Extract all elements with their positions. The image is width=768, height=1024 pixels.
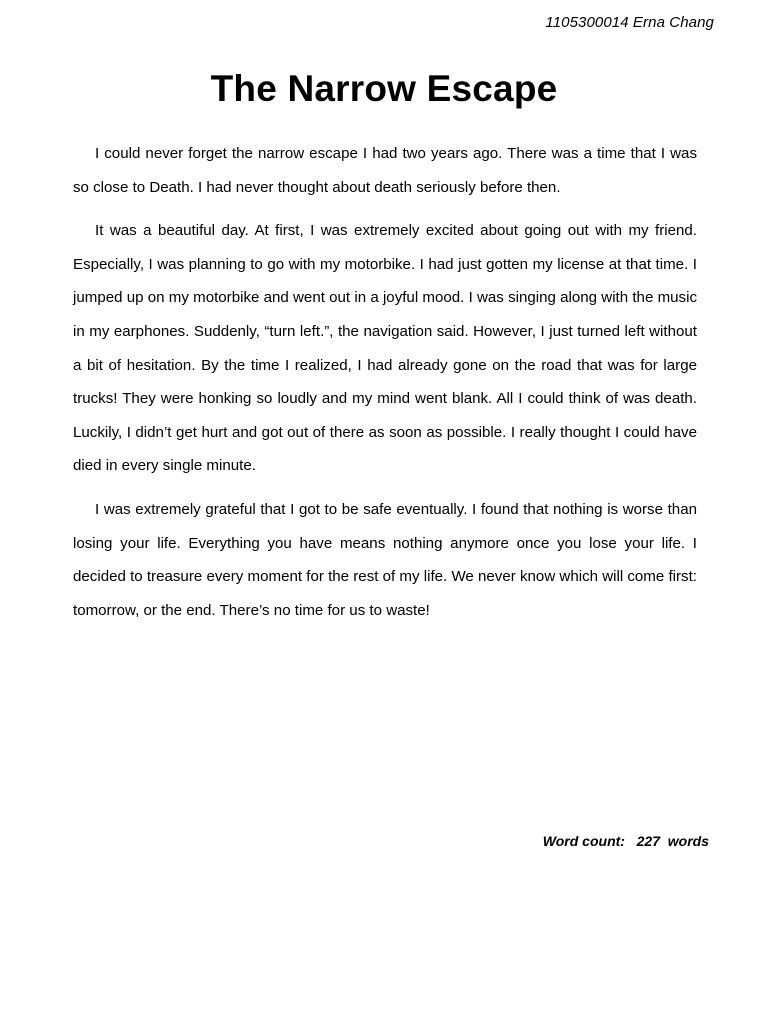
word-count-value: 227 [636,833,660,849]
word-count [543,833,709,849]
page-title: The Narrow Escape [210,68,558,109]
student-id-name: 1105300014 Erna Chang [545,14,714,31]
paragraph-1: I could never forget the narrow escape I had two years ago. There was a time that I was so close to Death. I had never thought about death seriously before then. [73,145,697,196]
paragraph-2: It was a beautiful day. At first, I was extremely excited about going out with my friend. Especially, I was planning to go with my motorbike. I had just gotten my license at that time. I jumped up on my motorbike and went out in a joyful mood. I was singing along with the music in my earphones. Suddenly, “turn left.”, the navigation said. However, I just turned left without a bit of hesitation. By the time I realized, I had already gone on the road that was for large trucks! They were honking so loudly and my mind went blank. All I could think of was death. Luckily, I didn’t get hurt and got out of there as soon as possible. I really thought I could have died in every single minute. [73,222,697,475]
word-count-label: Word count: [542,833,625,849]
paragraph-3: I was extremely grateful that I got to be safe eventually. I found that nothing is worse than losing your life. Everything you have means nothing anymore once you lose your life. I decided to treasure every moment for the rest of my life. We never know which will come first: tomorrow, or the end. There’s no time for us to waste! [73,500,697,619]
word-count-unit: words [667,833,709,849]
essay-body [73,137,697,637]
